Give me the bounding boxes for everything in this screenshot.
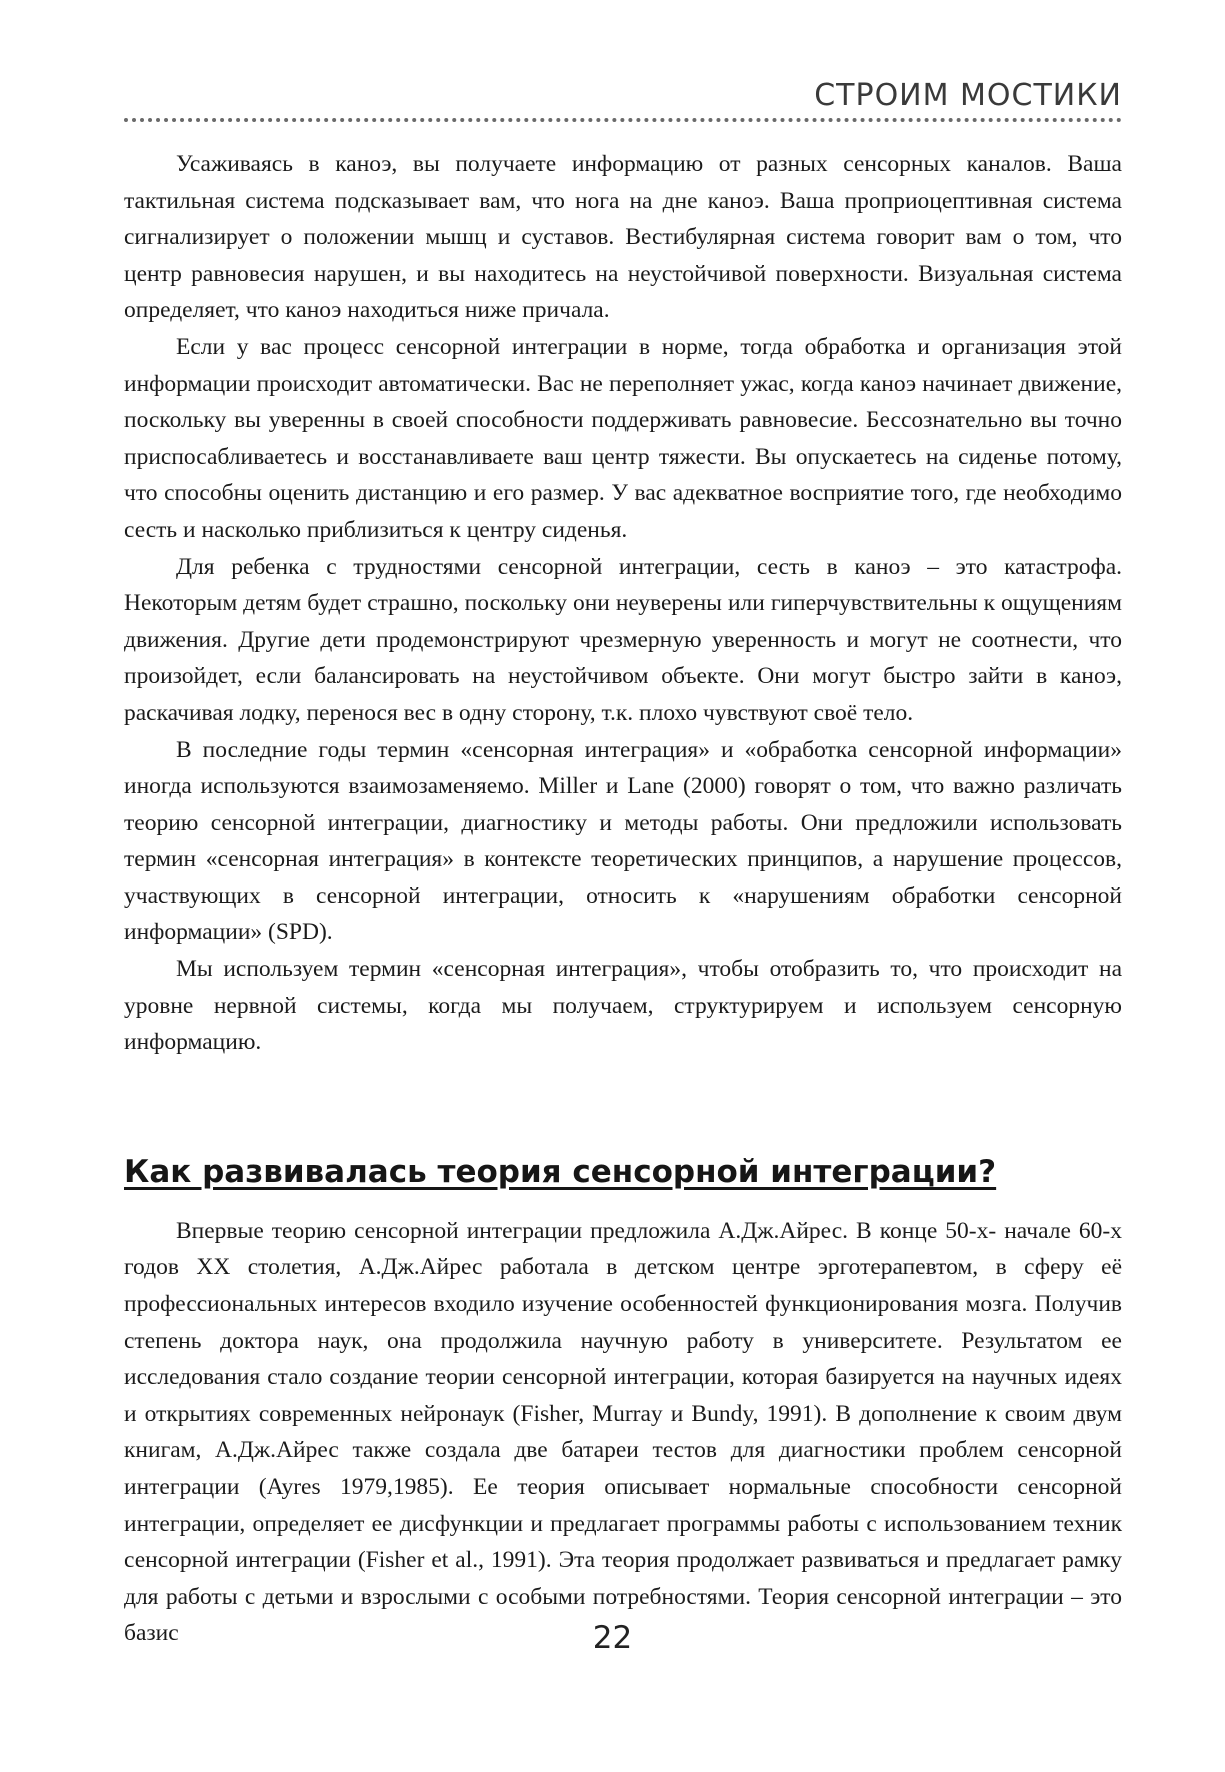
body-paragraph: Мы используем термин «сенсорная интеграция», чтобы отобразить то, что происходит на уровне нервной системы, когда мы получаем, структурируем и используем сенсорную информацию. [124, 956, 1122, 1056]
header-dotted-rule [124, 118, 1122, 122]
running-header-title: СТРОИМ МОСТИКИ [814, 78, 1122, 113]
section-paragraph: Впервые теорию сенсорной интеграции предложила А.Дж.Айрес. В конце 50-х- начале 60-х годов XX столетия, А.Дж.Айрес работала в детском центре эрготерапевтом, в сферу её профессиональных интересов входило изучение особенностей функционирования мозга. Получив степень доктора наук, она продолжила научную работу в университете. Результатом ее исследования стало создание теории сенсорной интеграции, которая базируется на научных идеях и открытиях современных нейронаук (Fisher, Murray и Bundy, 1991). В дополнение к своим двум книгам, А.Дж.Айрес также создала две батареи тестов для диагностики проблем сенсорной интеграции (Ayres 1979,1985). Ее теория описывает нормальные способности сенсорной интеграции, определяет ее дисфункции и предлагает программы работы с использованием техник сенсорной интеграции (Fisher et al., 1991). Эта теория продолжает развиваться и предлагает рамку для работы с детьми и взрослыми с особыми потребностями. Теория сенсорной интеграции – это базис [124, 1217, 1122, 1647]
body-paragraph: Если у вас процесс сенсорной интеграции в норме, тогда обработка и организация этой информации происходит автоматически. Вас не переполняет ужас, когда каноэ начинает движение, поскольку вы уверенны в своей способности поддерживать равновесие. Бессознательно вы точно приспосабливаетесь и восстанавливаете ваш центр тяжести. Вы опускаетесь на сиденье потому, что способны оценить дистанцию и его размер. У вас адекватное восприятие того, где необходимо сесть и насколько приблизиться к центру сиденья. [124, 333, 1122, 543]
body-paragraph: Для ребенка с трудностями сенсорной интеграции, сесть в каноэ – это катастрофа. Некоторым детям будет страшно, поскольку они неуверены или гиперчувствительны к ощущениям движения. Другие дети продемонстрируют чрезмерную уверенность и могут не соотнести, что произойдет, если балансировать на неустойчивом объекте. Они могут быстро зайти в каноэ, раскачивая лодку, перенося вес в одну сторону, т.к. плохо чувствуют своё тело. [124, 553, 1122, 726]
page-body [124, 146, 1122, 1652]
page-number: 22 [592, 1620, 633, 1656]
body-paragraph: Усаживаясь в каноэ, вы получаете информацию от разных сенсорных каналов. Ваша тактильная система подсказывает вам, что нога на дне каноэ. Ваша проприоцептивная система сигнализирует о положении мышц и суставов. Вестибулярная система говорит вам о том, что центр равновесия нарушен, и вы находитесь на неустойчивой поверхности. Визуальная система определяет, что каноэ находиться ниже причала. [124, 151, 1122, 324]
section-heading: Как развивалась теория сенсорной интеграции? [124, 1153, 997, 1190]
body-paragraph: В последние годы термин «сенсорная интеграция» и «обработка сенсорной информации» иногда используются взаимозаменяемо. Miller и Lane (2000) говорят о том, что важно различать теорию сенсорной интеграции, диагностику и методы работы. Они предложили использовать термин «сенсорная интеграция» в контексте теоретических принципов, а нарушение процессов, участвующих в сенсорной интеграции, относить к «нарушениям обработки сенсорной информации» (SPD). [124, 736, 1122, 946]
